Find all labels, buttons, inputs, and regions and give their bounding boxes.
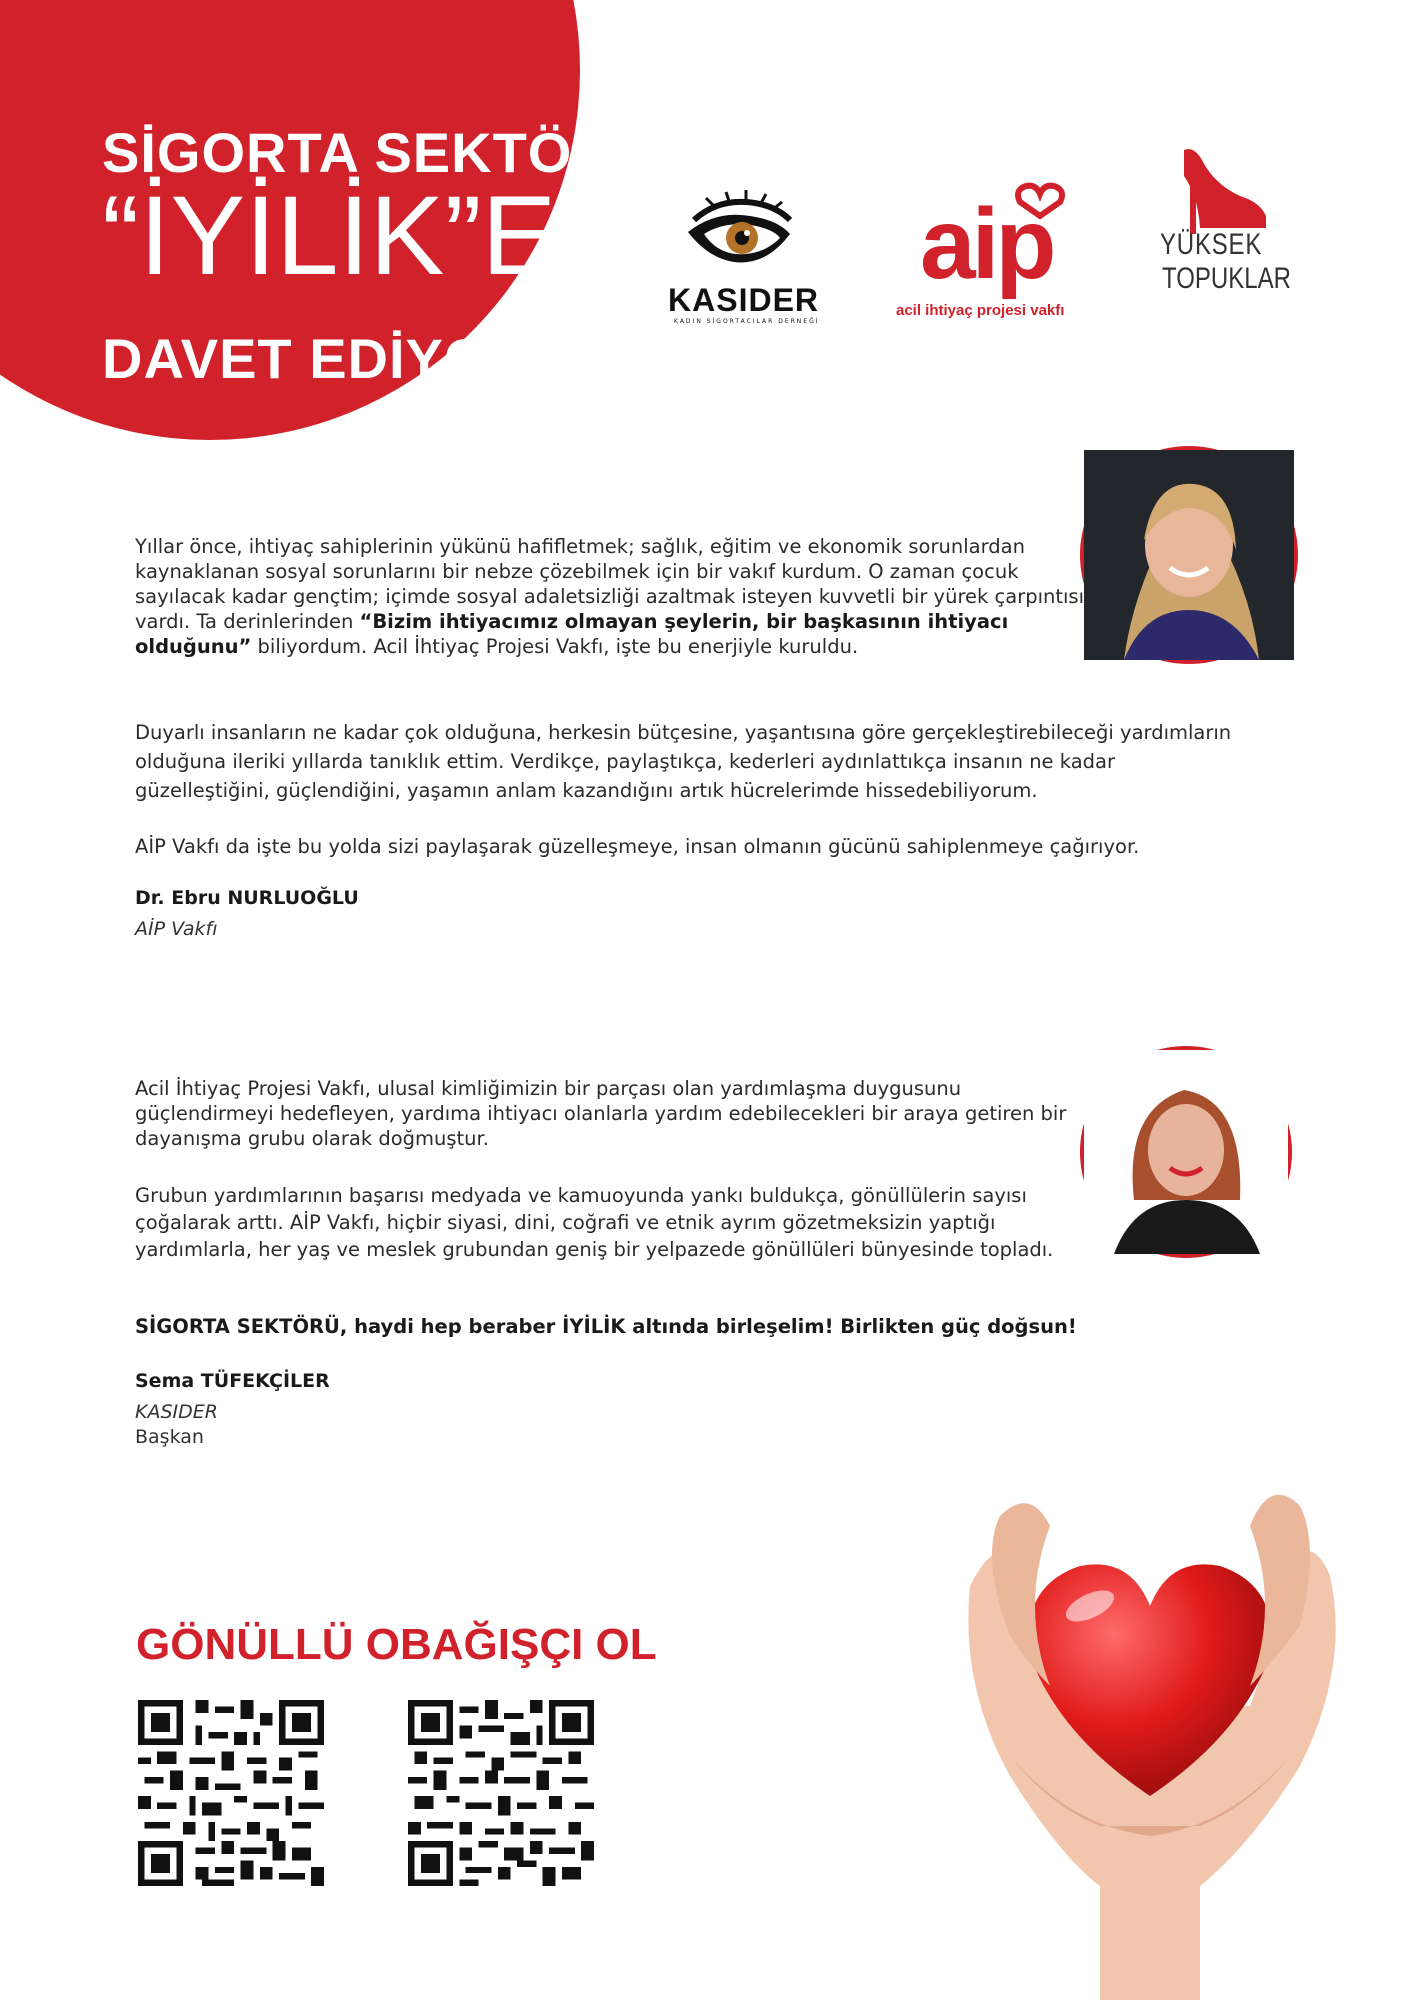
section-1-text-b: biliyordum. Acil İhtiyaç Projesi Vakfı, işte bu enerjiyle kuruldu. bbox=[251, 635, 859, 658]
high-heel-icon bbox=[1180, 146, 1270, 236]
qr-code-donor[interactable] bbox=[408, 1700, 594, 1886]
section-2-call-text: SİGORTA SEKTÖRÜ, haydi hep beraber İYİLİK altında birleşelim! Birlikten güç doğsun! bbox=[135, 1315, 1077, 1338]
yuksek-line-1: YÜKSEK bbox=[1160, 228, 1263, 261]
qr-code-icon bbox=[408, 1700, 594, 1886]
section-1-bold-quote: “Bizim ihtiyacımız olmayan şeylerin, bir başkasının ihtiyacı olduğunu” bbox=[135, 610, 1009, 658]
section-2-para-1-text: Acil İhtiyaç Projesi Vakfı, ulusal kimliğimizin bir parçası olan yardımlaşma duygusunu güçlendirmeyi hedefleyen, yardıma ihtiyacı olanlarla yardım edebilecekleri bir araya getiren bir dayanışma grubu olarak doğmuştur. bbox=[135, 1077, 1067, 1150]
signature-org-1: AİP Vakfı bbox=[135, 918, 218, 940]
section-1-para-2-text: Duyarlı insanların ne kadar çok olduğuna, herkesin bütçesine, yaşantısına göre gerçekleştirebileceği yardımların olduğuna ileriki yıllarda tanıklık ettim. Verdikçe, paylaştıkça, kederleri aydınlattıkça insanın ne kadar güzelleştiğini, güçlendiğini, yaşamın anlam kazandığını artık hücrelerimde hissedebiliyorum. bbox=[135, 721, 1232, 802]
hero-line-2: “İYİLİK”E bbox=[102, 173, 557, 298]
signature-title-2: Başkan bbox=[135, 1426, 204, 1448]
section-1-paragraph-1 bbox=[135, 534, 1085, 659]
signature-name-1: Dr. Ebru NURLUOĞLU bbox=[135, 887, 359, 909]
hero-line-3: DAVET EDİYOR bbox=[102, 327, 530, 390]
kasider-logo bbox=[668, 190, 828, 330]
aip-tagline: acil ihtiyaç projesi vakfı bbox=[896, 302, 1065, 319]
section-1-paragraph-2 bbox=[135, 718, 1255, 805]
section-2-paragraph-1 bbox=[135, 1076, 1095, 1151]
eye-icon bbox=[686, 190, 796, 280]
signature-org-2: KASIDER bbox=[135, 1401, 218, 1423]
portrait-photo-icon bbox=[1084, 450, 1294, 660]
hero-line-1: SİGORTA SEKTÖRÜ bbox=[102, 121, 656, 184]
hero-title bbox=[102, 0, 656, 440]
qr-code-icon bbox=[138, 1700, 324, 1886]
section-2-paragraph-2 bbox=[135, 1182, 1095, 1263]
yuksek-line-2: TOPUKLAR bbox=[1162, 262, 1291, 295]
signature-name-2: Sema TÜFEKÇİLER bbox=[135, 1370, 330, 1392]
kasider-name: KASIDER bbox=[668, 282, 820, 318]
heart-in-hands-icon bbox=[950, 1466, 1350, 2000]
section-1-para-3-text: AİP Vakfı da işte bu yolda sizi paylaşarak güzelleşmeye, insan olmanın gücünü sahiplenmeye çağırıyor. bbox=[135, 835, 1140, 858]
volunteer-donor-cta: GÖNÜLLÜ OBAĞIŞÇI OL bbox=[136, 1620, 657, 1669]
section-2-para-2-text: Grubun yardımlarının başarısı medyada ve kamuoyunda yankı buldukça, gönüllülerin sayısı çoğalarak arttı. AİP Vakfı, hiçbir siyasi, dini, coğrafi ve etnik ayrım gözetmeksizin yaptığı yardımlarla, her yaş ve meslek grubundan geniş bir yelpazede gönüllüleri bünyesinde topladı. bbox=[135, 1184, 1054, 1261]
section-1-text-a: Yıllar önce, ihtiyaç sahiplerinin yükünü hafifletmek; sağlık, eğitim ve ekonomik sorunlardan kaynaklanan sosyal sorunlarını bir nebze çözebilmek için bir vakıf kurdum. O zaman çocuk sayılacak kadar gençtim; içimde sosyal adaletsizliği azaltmak isteyen kuvvetli bir yürek çarpıntısı vardı. Ta derinlerinden bbox=[135, 535, 1085, 633]
section-2-call-to-action bbox=[135, 1314, 1255, 1339]
qr-code-volunteer[interactable] bbox=[138, 1700, 324, 1886]
kasider-subtitle: KADIN SİGORTACILAR DERNEĞİ bbox=[674, 318, 820, 325]
portrait-sema-tufekciler bbox=[1080, 1046, 1292, 1258]
portrait-photo-icon bbox=[1084, 1050, 1288, 1254]
hands-holding-heart-image bbox=[950, 1466, 1350, 2000]
yuksek-topuklar-logo bbox=[1150, 146, 1291, 326]
aip-logo bbox=[890, 180, 1110, 330]
portrait-ebru-nurluoglu bbox=[1080, 446, 1298, 664]
aip-wordmark: aip bbox=[920, 188, 1053, 300]
section-1-paragraph-3 bbox=[135, 834, 1255, 859]
